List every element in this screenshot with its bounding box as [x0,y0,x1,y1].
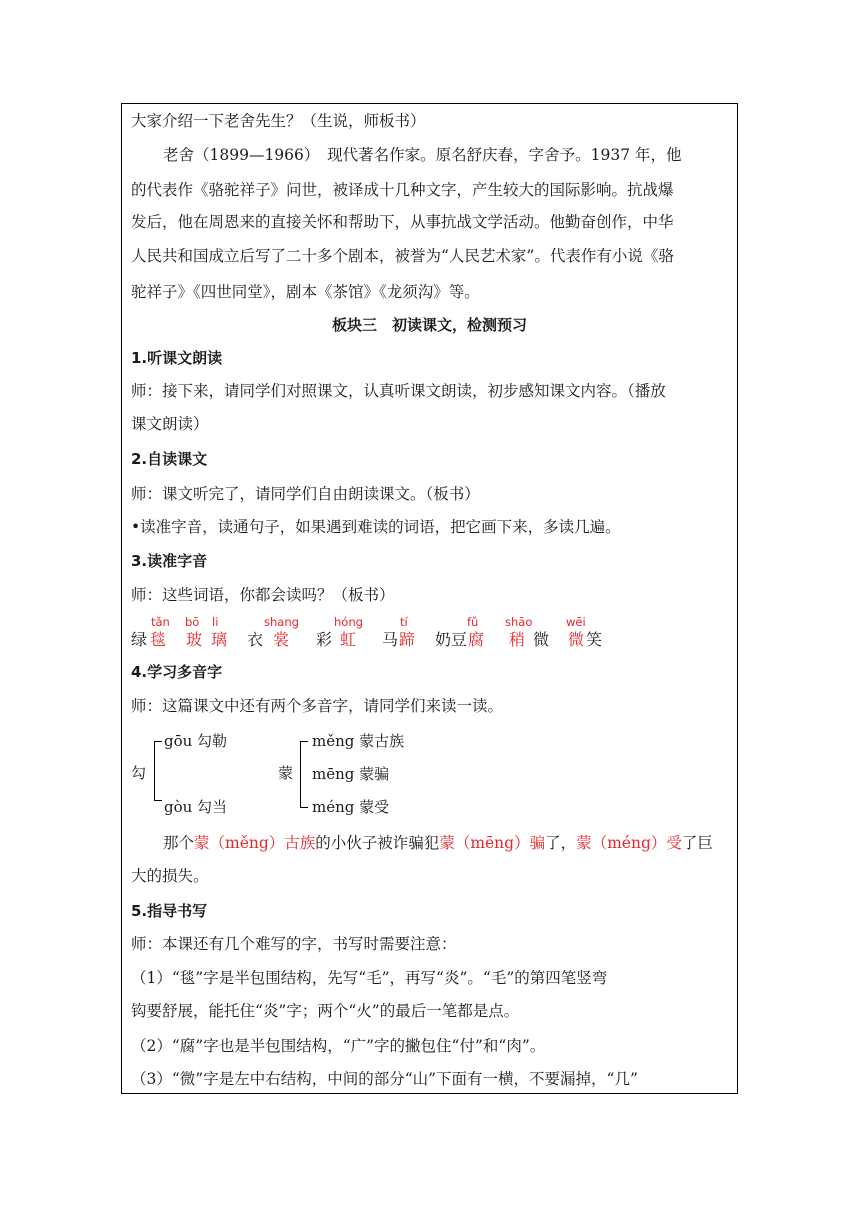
gou-reading-2: gòu 勾当 [164,798,228,816]
word-char: 裳 [273,630,290,649]
section-title: 板块三 初读课文，检测预习 [331,316,527,334]
s2-line-1: 师：课文听完了，请同学们自由朗读课文。（板书） [131,485,480,503]
s3-line-1: 师：这些词语，你都会读吗？（板书） [131,586,395,604]
s5-item-3: （3）“微”字是左中右结构，中间的部分“山”下面有一横，不要漏掉，“几” [131,1070,638,1088]
meng-reading-1: měng 蒙古族 [312,732,405,750]
heading-5: 5.指导书写 [131,902,208,920]
meng-bracket-top [300,741,308,742]
s4-line-1: 师：这篇课文中还有两个多音字，请同学们来读一读。 [131,697,504,715]
pinyin-fu: fǔ [467,615,479,629]
intro-line: 大家介绍一下老舍先生？（生说，师板书） [131,112,426,130]
word-char: 马 [382,630,399,649]
bio-line-3: 发后，他在周恩来的直接关怀和帮助下，从事抗战文学活动。他勤奋创作，中华 [131,213,674,231]
word-char: 绿 [131,630,148,649]
s1-line-2: 课文朗读） [131,415,209,433]
pinyin-li: li [212,615,219,629]
gou-char: 勾 [131,764,147,782]
gou-bracket-top [154,741,162,742]
pinyin-shang: shang [264,615,299,629]
pinyin-bo: bō [185,615,200,629]
word-char: 虹 [340,630,357,649]
word-char: 笑 [586,630,603,649]
word-char: 微 [568,630,585,649]
heading-1: 1.听课文朗读 [131,349,223,367]
bio-line-5: 驼祥子》《四世同堂》，剧本《茶馆》《龙须沟》等。 [131,283,480,301]
heading-4: 4.学习多音字 [131,663,223,681]
word-char: 毯 [150,630,167,649]
meng-bracket [300,741,301,808]
pinyin-wei: wēi [566,615,586,629]
s1-line-1: 师：接下来，请同学们对照课文，认真听课文朗读，初步感知课文内容。（播放 [131,382,666,400]
pinyin-ti: tí [400,615,408,629]
meng-char: 蒙 [278,764,294,782]
word-char: 蹄 [399,630,416,649]
word-char: 玻 [186,630,203,649]
s5-line-1: 师：本课还有几个难写的字，书写时需要注意： [131,935,457,953]
meng-reading-2: mēng 蒙骗 [312,765,390,783]
bio-line-1: 老舍（1899—1966） 现代著名作家。原名舒庆春，字舍予。1937 年，他 [163,146,682,164]
pinyin-tan: tǎn [151,615,170,629]
bio-line-4: 人民共和国成立后写了二十多个剧本，被誉为“人民艺术家”。代表作有小说《骆 [131,247,674,265]
s5-item-1-cont: 钩要舒展，能托住“炎”字；两个“火”的最后一笔都是点。 [131,1002,520,1020]
word-char: 稍 [509,630,526,649]
gou-bracket-bottom [154,800,162,801]
s5-item-1: （1）“毯”字是半包围结构，先写“毛”，再写“炎”。“毛”的第四笔竖弯 [131,969,608,987]
heading-3: 3.读准字音 [131,552,208,570]
pinyin-shao: shāo [505,615,533,629]
word-char: 衣 [247,630,264,649]
example-sentence-2: 大的损失。 [131,867,209,885]
word-char: 奶豆 [435,630,468,649]
word-char: 腐 [468,630,485,649]
heading-2: 2.自读课文 [131,450,208,468]
example-sentence: 那个蒙（měng）古族的小伙子被诈骗犯蒙（mēng）骗了，蒙（méng）受了巨 [163,834,713,852]
pinyin-hong: hóng [334,615,363,629]
meng-bracket-bottom [300,807,308,808]
gou-bracket [154,741,155,801]
bio-line-2: 的代表作《骆驼祥子》问世，被译成十几种文字，产生较大的国际影响。抗战爆 [131,181,674,199]
word-char: 璃 [211,630,228,649]
s5-item-2: （2）“腐”字也是半包围结构，“广”字的撇包住“付”和“肉”。 [131,1037,546,1055]
s2-line-2: •读准字音，读通句子，如果遇到难读的词语，把它画下来，多读几遍。 [131,518,621,536]
meng-reading-3: méng 蒙受 [312,798,390,816]
word-char: 微 [533,630,550,649]
gou-reading-1: gōu 勾勒 [164,732,228,750]
word-char: 彩 [316,630,333,649]
